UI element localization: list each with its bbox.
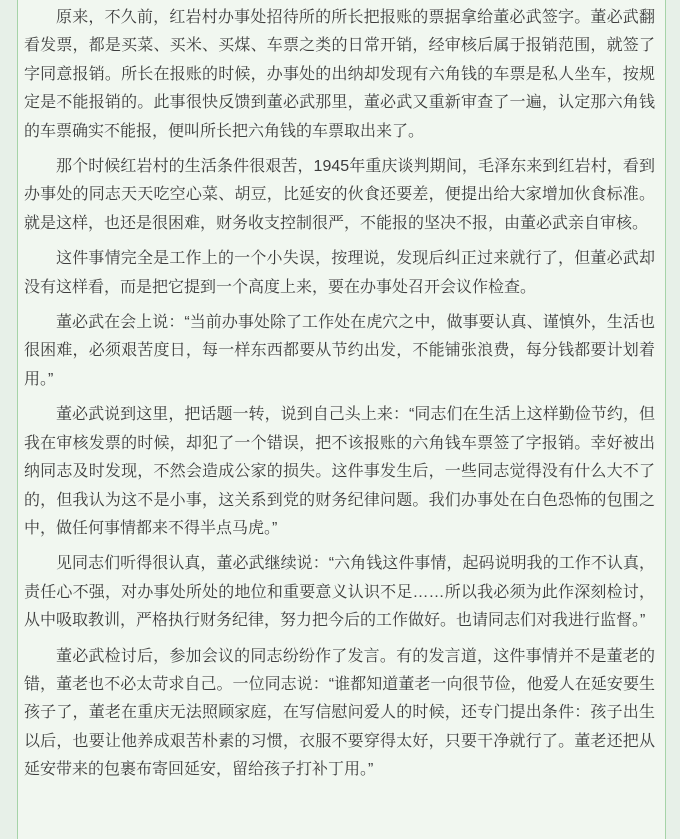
article-paragraph-5: 董必武说到这里，把话题一转，说到自己头上来：“同志们在生活上这样勤俭节约，但我在审核发票的时候，却犯了一个错误，把不该报账的六角钱车票签了字报销。幸好被出纳同志及时发现，不然会造成公家的损失。这件事发生后，一些同志觉得没有什么大不了的，但我认为这不是小事，这关系到党的财务纪律问题。我们办事处在白色恐怖的包围之中，做任何事情都来不得半点马虎。” [24,406,655,537]
article-paragraph-7: 董必武检讨后，参加会议的同志纷纷作了发言。有的发言道，这件事情并不是董老的错，董老也不必太苛求自己。一位同志说：“谁都知道董老一向很节俭，他爱人在延安要生孩子了，董老在重庆无法照顾家庭，在写信慰问爱人的时候，还专门提出条件：孩子出生以后，也要让他养成艰苦朴素的习惯，衣服不要穿得太好，只要干净就行了。董老还把从延安带来的包裹布寄回延安，留给孩子打补丁用。” [24,647,655,779]
article-paragraph-2: 那个时候红岩村的生活条件很艰苦，1945年重庆谈判期间，毛泽东来到红岩村，看到办事处的同志天天吃空心菜、胡豆，比延安的伙食还要差，便提出给大家增加伙食标准。就是这样，也还是很困难，财务收支控制很严，不能报的坚决不报，由董必武亲自审核。 [24,158,655,232]
article-body [17,0,666,839]
article-paragraph-4: 董必武在会上说：“当前办事处除了工作处在虎穴之中，做事要认真、谨慎外，生活也很困难，必须艰苦度日，每一样东西都要从节约出发，不能铺张浪费，每分钱都要计划着用。” [24,314,655,388]
article-paragraph-3: 这件事情完全是工作上的一个小失误，按理说，发现后纠正过来就行了，但董必武却没有这样看，而是把它提到一个高度上来，要在办事处召开会议作检查。 [24,250,655,296]
article-paragraph-6: 见同志们听得很认真，董必武继续说：“六角钱这件事情，起码说明我的工作不认真，责任心不强，对办事处所处的地位和重要意义认识不足……所以我必须为此作深刻检讨，从中吸取教训，严格执行财务纪律，努力把今后的工作做好。也请同志们对我进行监督。” [24,555,655,630]
article-paragraph-1: 原来，不久前，红岩村办事处招待所的所长把报账的票据拿给董必武签字。董必武翻看发票，都是买菜、买米、买煤、车票之类的日常开销，经审核后属于报销范围，就签了字同意报销。所长在报账的时候，办事处的出纳却发现有六角钱的车票是私人坐车，按规定是不能报销的。此事很快反馈到董必武那里，董必武又重新审查了一遍，认定那六角钱的车票确实不能报，便叫所长把六角钱的车票取出来了。 [24,9,655,140]
